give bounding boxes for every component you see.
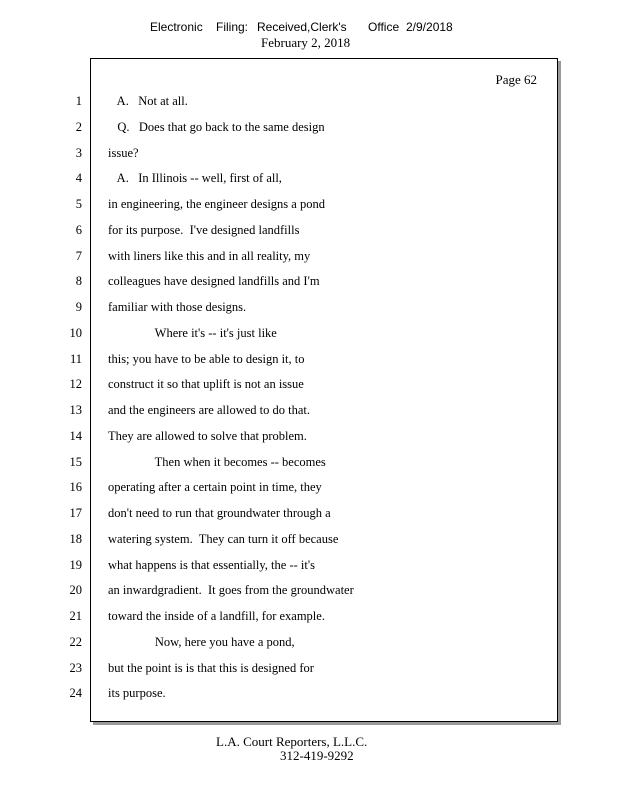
- line-number: 17: [69, 506, 82, 520]
- court-reporter-name: L.A. Court Reporters, L.L.C.: [216, 734, 368, 749]
- line-number: 24: [69, 686, 82, 700]
- line-text: in engineering, the engineer designs a pond: [108, 197, 325, 211]
- filing-label: Filing:: [216, 20, 249, 34]
- line-number: 14: [69, 429, 82, 443]
- line-number: 10: [69, 326, 82, 340]
- line-text: A. In Illinois -- well, first of all,: [108, 171, 282, 185]
- line-text: its purpose.: [108, 686, 166, 700]
- line-number: 2: [75, 120, 82, 134]
- transcript-date: February 2, 2018: [261, 35, 351, 50]
- line-text: this; you have to be able to design it, to: [108, 352, 305, 366]
- line-text: issue?: [108, 146, 139, 160]
- line-text: toward the inside of a landfill, for example.: [108, 609, 325, 623]
- line-text: with liners like this and in all reality, my: [108, 249, 311, 263]
- line-number: 9: [75, 300, 82, 314]
- filing-received: Received,Clerk's: [257, 20, 347, 34]
- line-number: 15: [69, 455, 82, 469]
- line-number: 23: [69, 661, 82, 675]
- line-number: 1: [75, 94, 82, 108]
- line-number: 22: [69, 635, 82, 649]
- line-number: 11: [69, 352, 82, 366]
- line-number: 21: [69, 609, 82, 623]
- line-text: familiar with those designs.: [108, 300, 247, 314]
- line-number: 18: [69, 532, 82, 546]
- line-number: 3: [75, 146, 82, 160]
- line-text: A. Not at all.: [108, 94, 188, 108]
- line-number: 16: [69, 480, 82, 494]
- line-number: 19: [69, 558, 82, 572]
- line-text: for its purpose. I've designed landfills: [108, 223, 300, 237]
- filing-electronic: Electronic: [150, 20, 203, 34]
- electronic-filing-header: [0, 20, 618, 56]
- line-number: 12: [69, 377, 82, 391]
- line-number: 4: [75, 171, 82, 185]
- line-text: Now, here you have a pond,: [108, 635, 295, 649]
- line-text: operating after a certain point in time, they: [108, 480, 322, 494]
- line-number: 8: [75, 274, 82, 288]
- page-number: Page 62: [495, 72, 537, 87]
- court-reporter-phone: 312-419-9292: [280, 748, 354, 763]
- line-number: 7: [75, 249, 82, 263]
- line-number: 6: [75, 223, 82, 237]
- line-text: They are allowed to solve that problem.: [108, 429, 307, 443]
- line-text: construct it so that uplift is not an issue: [108, 377, 304, 391]
- line-text: an inwardgradient. It goes from the groundwater: [108, 583, 354, 597]
- line-text: and the engineers are allowed to do that.: [108, 403, 311, 417]
- filing-office: Office: [368, 20, 400, 34]
- line-text: Q. Does that go back to the same design: [108, 120, 325, 134]
- line-text: Then when it becomes -- becomes: [108, 455, 326, 469]
- line-text: Where it's -- it's just like: [108, 326, 277, 340]
- filing-date: 2/9/2018: [406, 20, 453, 34]
- line-number: 5: [75, 197, 82, 211]
- line-number: 20: [69, 583, 82, 597]
- line-text: watering system. They can turn it off because: [108, 532, 339, 546]
- line-text: but the point is is that this is designed for: [108, 661, 314, 675]
- line-text: what happens is that essentially, the -- it's: [108, 558, 315, 572]
- line-text: don't need to run that groundwater through a: [108, 506, 331, 520]
- line-number: 13: [69, 403, 82, 417]
- line-text: colleagues have designed landfills and I'm: [108, 274, 320, 288]
